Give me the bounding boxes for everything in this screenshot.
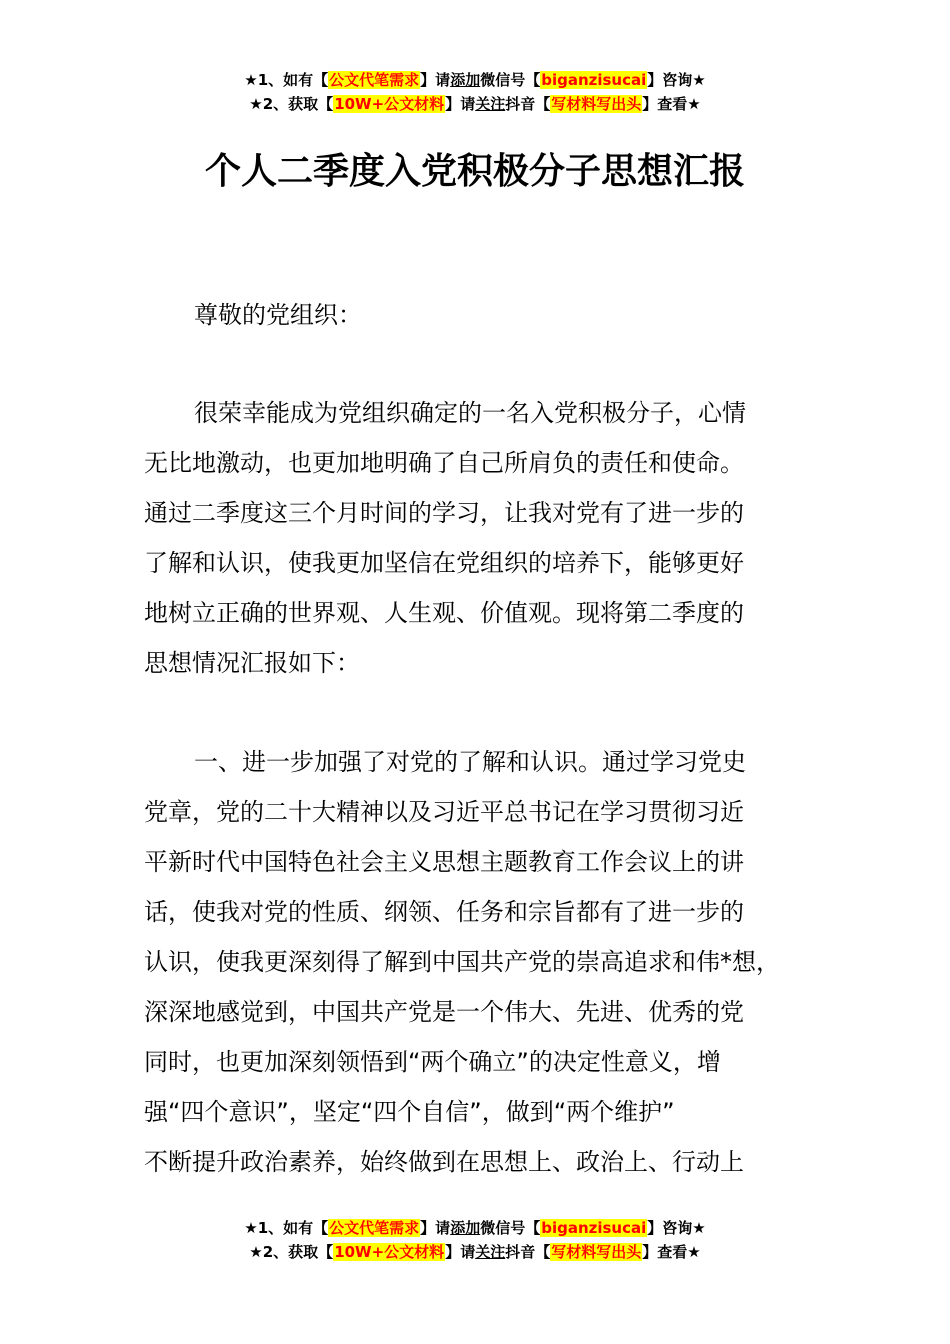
banner-text: 】请 [445,1243,476,1261]
banner-text: 】请 [420,1219,451,1237]
banner-highlight: 公文代笔需求 [329,71,420,89]
paragraph-line: 思想情况汇报如下： [144,649,360,677]
header-banner [0,68,950,116]
banner-text: 】咨询★ [647,1219,706,1237]
banner-highlight: biganzisucai [541,71,647,89]
paragraph-line: 同时，也更加深刻领悟到“两个确立”的决定性意义，增 [144,1048,721,1076]
banner-text: 抖音【 [505,95,551,113]
banner-text: 】咨询★ [647,71,706,89]
banner-emphasis: 关注 [475,95,506,113]
paragraph-line: 很荣幸能成为党组织确定的一名入党积极分子，心情 [194,399,746,427]
banner-highlight: 写材料写出头 [551,95,642,113]
banner-text: 微信号【 [480,1219,541,1237]
paragraph-line: 深深地感觉到，中国共产党是一个伟大、先进、优秀的党 [144,998,744,1026]
banner-line-2 [0,92,950,116]
paragraph-line: 通过二季度这三个月时间的学习，让我对党有了进一步的 [144,499,744,527]
banner-text: 】请 [445,95,476,113]
banner-highlight: 写材料写出头 [551,1243,642,1261]
banner-line-2 [0,1240,950,1264]
document-title: 个人二季度入党积极分子思想汇报 [204,151,745,192]
banner-line-1 [0,1216,950,1240]
paragraph-1 [144,388,834,688]
salutation: 尊敬的党组织： [194,301,362,329]
banner-emphasis: 添加 [450,1219,481,1237]
paragraph-2 [144,737,834,1187]
banner-text: 】查看★ [642,95,701,113]
banner-text: ★2、获取【 [249,1243,334,1261]
paragraph-line: 不断提升政治素养，始终做到在思想上、政治上、行动上 [144,1148,744,1176]
banner-text: ★1、如有【 [244,1219,329,1237]
banner-emphasis: 添加 [450,71,481,89]
banner-text: ★2、获取【 [249,95,334,113]
paragraph-line: 党章，党的二十大精神以及习近平总书记在学习贯彻习近 [144,798,744,826]
paragraph-line: 强“四个意识”，坚定“四个自信”，做到“两个维护” [144,1098,675,1126]
paragraph-line: 话，使我对党的性质、纲领、任务和宗旨都有了进一步的 [144,898,744,926]
paragraph-line: 认识，使我更深刻得了解到中国共产党的崇高追求和伟*想， [144,948,780,976]
footer-banner [0,1216,950,1264]
banner-highlight: 10W+公文材料 [334,95,445,113]
banner-text: 】请 [420,71,451,89]
banner-highlight: 10W+公文材料 [334,1243,445,1261]
paragraph-line: 无比地激动，也更加地明确了自己所肩负的责任和使命。 [144,449,744,477]
paragraph-line: 地树立正确的世界观、人生观、价值观。现将第二季度的 [144,599,744,627]
banner-text: 】查看★ [642,1243,701,1261]
paragraph-line: 平新时代中国特色社会主义思想主题教育工作会议上的讲 [144,848,744,876]
banner-highlight: biganzisucai [541,1219,647,1237]
banner-highlight: 公文代笔需求 [329,1219,420,1237]
paragraph-line: 了解和认识，使我更加坚信在党组织的培养下，能够更好 [144,549,744,577]
banner-text: 抖音【 [505,1243,551,1261]
banner-emphasis: 关注 [475,1243,506,1261]
banner-text: ★1、如有【 [244,71,329,89]
banner-text: 微信号【 [480,71,541,89]
paragraph-line: 一、进一步加强了对党的了解和认识。通过学习党史 [194,748,746,776]
banner-line-1 [0,68,950,92]
